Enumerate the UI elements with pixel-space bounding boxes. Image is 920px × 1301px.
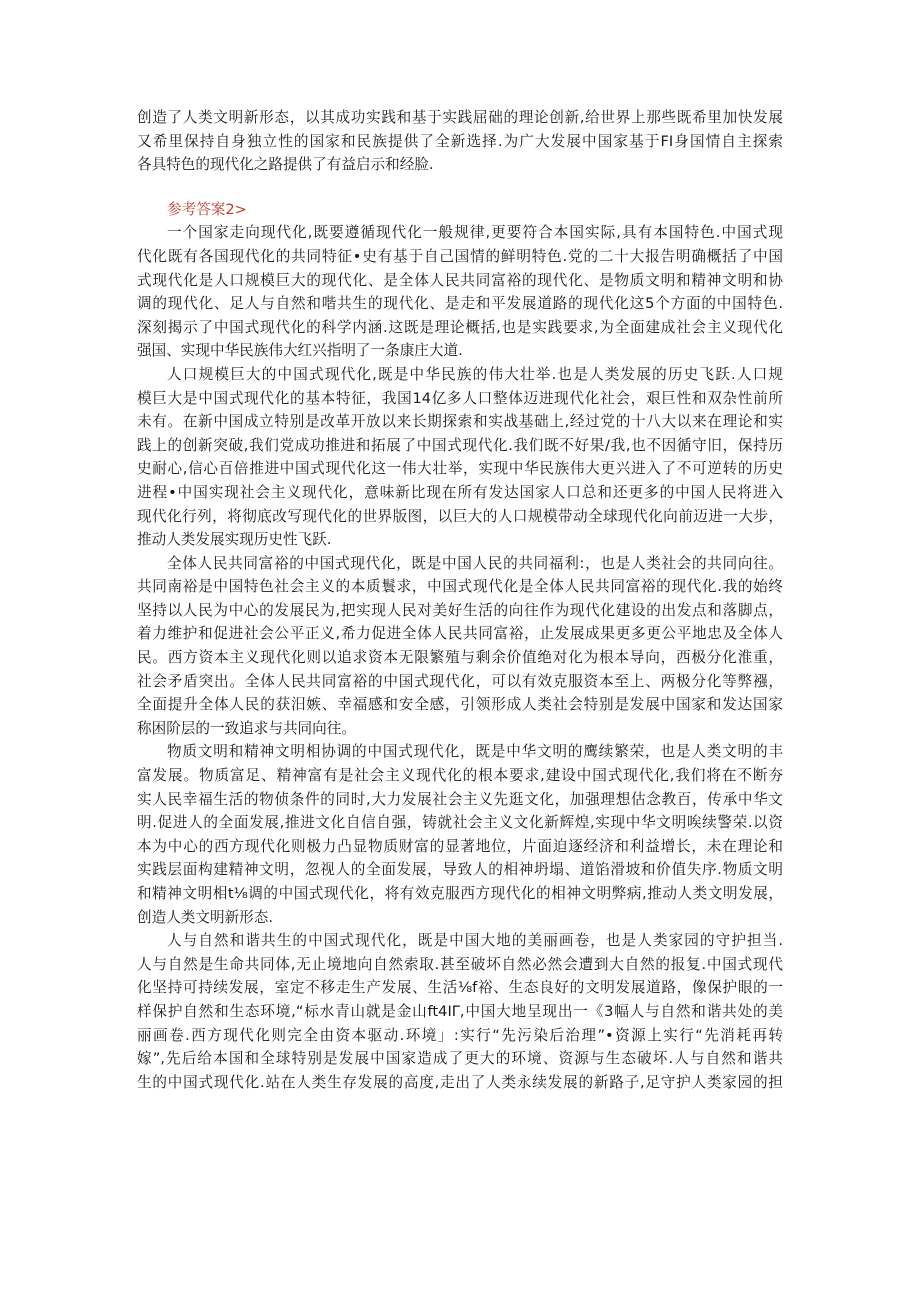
text-line: 进程•中国实现社会主义现代化，意味新比现在所有发达国家人口总和还更多的中国人民将进入 [137,483,783,501]
text-line: 民。西方资本主义现代化则以追求资本无限繁殖与剩余价值绝对化为根本导向，西极分化淮重， [137,649,783,667]
text-line: 强国、实现中华民族伟大红兴指明了一条康庄大道. [137,342,463,360]
text-line: 模巨大是中国式现代化的基本特征，我国14亿多人口整体迈进现代化社会，艰巨性和双杂性前所 [137,389,783,407]
text-line: 和精神文明相t⅛调的中国式现代化，将有效克服西方现代化的相神文明弊病,推动人类文明发展， [137,885,783,902]
text-line: 各具特色的现代化之路提供了有益启示和经脸. [137,156,434,174]
text-line: 调的现代化、足人与自然和喈共生的现代化、是走和平发展道路的现代化这5个方面的中国特色. [137,295,783,313]
text-line: 明.促进人的全面发展,推进文化自信自强，铸就社会主义文化新辉煌,实现中华文明唉续警荣.以资 [137,814,783,832]
text-line: 又希里保持自身独立性的国家和民族提供了全新选择.为广大发展中国家基于FI身国情自主探索 [137,132,783,150]
text-line: 现代化行列，将彻底改写现代化的世界版图，以巨大的人口规模带动全球现代化向前迈进一大步， [137,507,783,525]
text-line: 样保护自然和生态环境,“标水青山就是金山ft4ΙΓ,中国大地呈现出一《3幅人与自然和谐共处的美 [137,1002,783,1020]
text-line: 富发展。物质富足、精神富有是社会主义现代化的根本要求,建设中国式现代化,我们将在不断夯 [137,767,783,785]
text-line: 深刻揭示了中国式现代化的科学内涵.这既是理论概括,也是实践要求,为全面建成社会主义现代化 [137,318,783,336]
text-line: 一个国家走向现代化,既要遵循现代化一般规律,更要符合本国实际,具有本国特色.中国式现 [167,224,783,242]
text-line: 化坚持可持续发展，室定不移走生产发展、生活⅛f裕、生态良好的文明发展道路，像保护眼的一 [137,979,783,997]
text-line: 着力维护和促进社会公平正义,希力促进全体人民共同富裕，止发展成果更多更公平地忠及全体人 [137,625,783,643]
paragraph-overview [137,221,783,363]
text-line: 全面提升全体人民的获汨嫉、幸福感和安全感，引领形成人类社会特别是发展中国家和发达国家 [137,696,783,714]
text-line: 全体人民共同富裕的中国式现代化，既是中国人民的共同福利:，也是人类社会的共同向往。 [167,554,783,572]
text-line: 推动人类发展实现历史性飞跃. [137,531,332,549]
answer-heading: 参考答案2> [167,200,247,218]
text-line: 人与自然和谐共生的中国式现代化，既是中国大地的美丽画卷，也是人类家园的守护担当. [167,932,783,950]
text-line: 人口规模巨大的中国式现代化,既是中华民族的伟大壮举.也是人类发展的历史飞跃.人口规 [167,365,783,383]
text-line: 丽画卷.西方现代化则完全由资本驱动.环境」:实行“先污染后治理”•资源上实行“先消耗再转 [137,1026,783,1044]
text-line: 实人民幸福生活的物侦条件的同时,大力发展社会主义先逛文化，加强理想估念教百，传承中华文 [137,790,783,808]
text-line: 式现代化是人口规模巨大的现代化、是全体人民共同富裕的现代化、是物质文明和精神文明和协 [137,271,783,289]
intro-paragraph [137,106,783,177]
text-line: 社会矛盾突出。全体人民共同富裕的中国式现代化，可以有效克服资本至上、两极分化等弊襁， [137,672,783,690]
spacer [137,177,783,198]
paragraph-civilization [137,740,783,929]
text-line: 生的中国式现代化.站在人类生存发展的高度,走出了人类永续发展的新路子,足守护人类家园的担 [137,1073,783,1091]
text-line: 称困阶层的一致追求与共同向往。 [137,719,356,737]
text-line: 践上的创新突破,我们党成功推进和拓展了中国式现代化.我们既不好果/我,也不因循守旧，保持历 [137,436,783,454]
text-line: 未有。在新中国成立特别是改革开放以来长期探索和实战基础上,经过党的十八大以来在理论和实 [137,413,783,431]
text-line: 物质文明和精神文明相协调的中国式现代化，既是中华文明的鹰续繁荣，也是人类文明的丰 [167,743,783,761]
text-line: 代化既有各国现代化的共同特征•史有基于自己国情的鲜明特色.党的二十大报告明确概括了中国 [137,247,783,265]
text-line: 坚持以人民为中心的发展民为,把实现人民对美好生活的向往作为现代化建设的出发点和落脚点， [137,601,783,619]
paragraph-population [137,363,783,552]
paragraph-prosperity [137,552,783,741]
text-line: 史耐心,信心百倍推进中国式现代化这一伟大壮举，实现中华民族伟大更兴进入了不可逆转的历史 [137,460,783,478]
text-line: 实践层面构建精神文明，忽视人的全面发展，导致人的相神坍塌、道馅滑坡和价值失序.物质文明 [137,861,783,879]
text-line: 共同南裕是中国特色社会主义的本质鬟求，中国式现代化是全体人民共同富裕的现代化.我的始终 [137,578,783,596]
text-line: 创造了人类文明新形态，以其成功实践和基于实践屈础的理论创新,给世界上那些既希里加快发展 [137,109,783,126]
paragraph-nature [137,929,783,1094]
text-line: 人与自然是生命共同体,无止境地向自然索取.甚至破坏自然必然会遭到大自然的报复.中国式现代 [137,955,783,973]
document-body [137,106,783,1094]
text-line: 嫁”,先后给本国和全球特别是发展中国家造成了更大的环境、资源与生态破坏.人与自然和谐共 [137,1050,783,1068]
text-line: 创造人类文明新形态. [137,908,273,926]
text-line: 本为中心的西方现代化则极力凸显物质财富的显著地位，片面迫逐经济和利益增长，未在理论和 [137,837,783,855]
